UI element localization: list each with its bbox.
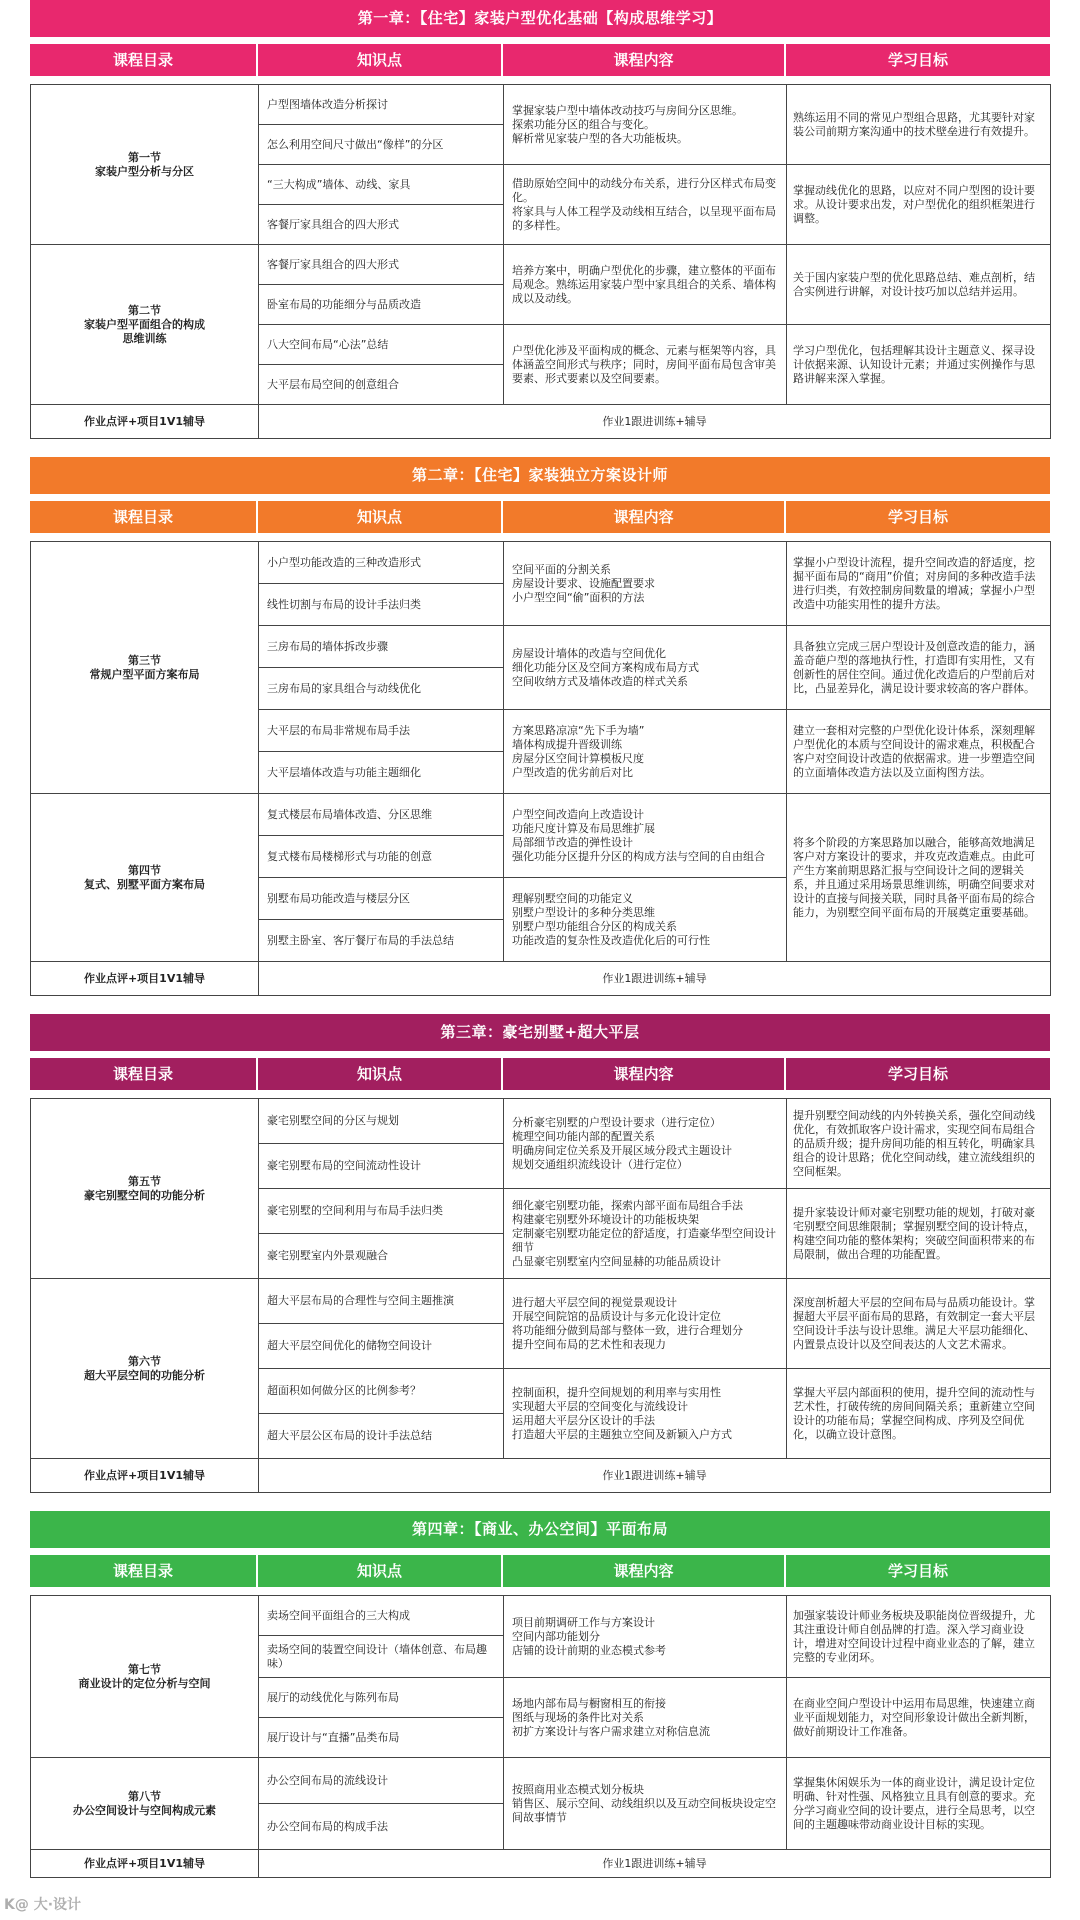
text-line: 解析常见家装户型的各大功能板块。 [512, 131, 688, 145]
knowledge-point: 别墅布局功能改造与楼层分区 [259, 878, 504, 920]
knowledge-point: 豪宅别墅的空间利用与布局手法归类 [259, 1189, 504, 1234]
chapter-title: 第一章：【住宅】家装户型优化基础【构成思维学习】 [30, 0, 1050, 37]
text-line: 户型空间改造向上改造设计 [512, 807, 644, 821]
chapter-table [30, 1595, 1051, 1878]
learning-goal [787, 165, 1051, 245]
learning-goal [787, 325, 1051, 405]
text-line: 在商业空间户型设计中运用布局思维，快速建立商业平面规划能力，对空间形象设计做出全新判断，做好前期设计工作准备。 [793, 1696, 1035, 1738]
text-line: 房屋设计墙体的改造与空间优化 [512, 646, 666, 660]
text-line: 开展空间院馆的品质设计与多元化设计定位 [512, 1309, 721, 1323]
column-header: 学习目标 [786, 501, 1050, 533]
table-row [31, 542, 1051, 584]
text-line: 定制豪宅别墅功能定位的舒适度，打造豪华型空间设计细节 [512, 1226, 776, 1254]
homework-label: 作业点评+项目1V1辅导 [31, 1459, 259, 1493]
learning-goal [787, 1279, 1051, 1369]
learning-goal [787, 245, 1051, 325]
learning-goal [787, 794, 1051, 962]
homework-label: 作业点评+项目1V1辅导 [31, 962, 259, 996]
learning-goal [787, 1596, 1051, 1678]
text-line: 初扩方案设计与客户需求建立对称信息流 [512, 1724, 710, 1738]
text-line: 学习户型优化，包括理解其设计主题意义、探寻设计依据来源、认知设计元素；并通过实例操作与思路讲解来深入掌握。 [793, 343, 1035, 385]
text-line: 探索功能分区的组合与变化。 [512, 117, 655, 131]
text-line: 将功能细分做到局部与整体一致，进行合理划分 [512, 1323, 743, 1337]
text-line: 将家具与人体工程学及动线相互结合，以呈现平面布局的多样性。 [512, 204, 776, 232]
learning-goal [787, 1189, 1051, 1279]
chapter-title: 第二章：【住宅】家装独立方案设计师 [30, 457, 1050, 494]
text-line: 第二节 [128, 303, 161, 317]
text-line: 项目前期调研工作与方案设计 [512, 1615, 655, 1629]
section-title [31, 794, 259, 962]
text-line: 别墅户型功能组合分区的构成关系 [512, 919, 677, 933]
column-header: 课程内容 [503, 501, 786, 533]
section-title [31, 542, 259, 794]
text-line: 理解别墅空间的功能定义 [512, 891, 633, 905]
knowledge-point: 别墅主卧室、客厅餐厅布局的手法总结 [259, 920, 504, 962]
text-line: 培养方案中，明确户型优化的步骤，建立整体的平面布局观念。熟练运用家装户型中家具组合的关系、墙体构成以及动线。 [512, 263, 776, 305]
knowledge-point: 展厅设计与“直播”品类布局 [259, 1718, 504, 1758]
column-header: 课程内容 [503, 1555, 786, 1587]
text-line: 别墅户型设计的多种分类思维 [512, 905, 655, 919]
text-line: 掌握集休闲娱乐为一体的商业设计，满足设计定位明确、针对性强、风格独立且具有创意的要求。充分学习商业空间的设计要点，进行全局思考，以空间的主题趣味带动商业设计目标的实现。 [793, 1775, 1035, 1831]
column-header-row [30, 1058, 1050, 1090]
text-line: 第五节 [128, 1174, 161, 1188]
text-line: 第一节 [128, 150, 161, 164]
text-line: 墙体构成提升晋级训练 [512, 737, 622, 751]
chapter-3 [30, 1014, 1050, 1493]
learning-goal [787, 85, 1051, 165]
text-line: 销售区、展示空间、动线组织以及互动空间板块设定空间故事情节 [512, 1796, 776, 1824]
column-header: 学习目标 [786, 1058, 1050, 1090]
homework-row [31, 405, 1051, 439]
knowledge-point: 三房布局的家具组合与动线优化 [259, 668, 504, 710]
chapter-table [30, 84, 1051, 439]
chapter-4 [30, 1511, 1050, 1878]
text-line: 户型改造的优劣前后对比 [512, 765, 633, 779]
text-line: 场地内部布局与橱窗相互的衔接 [512, 1696, 666, 1710]
text-line: 房屋分区空间计算模板尺度 [512, 751, 644, 765]
knowledge-point: 卧室布局的功能细分与品质改造 [259, 285, 504, 325]
course-content [504, 1678, 787, 1758]
text-line: 控制面积，提升空间规划的利用率与实用性 [512, 1385, 721, 1399]
chapter-title: 第三章：豪宅别墅+超大平层 [30, 1014, 1050, 1051]
text-line: 思维训练 [122, 331, 167, 345]
column-header: 知识点 [258, 1058, 503, 1090]
course-content [504, 710, 787, 794]
text-line: 空间内部功能划分 [512, 1629, 600, 1643]
knowledge-point: 户型图墙体改造分析探讨 [259, 85, 504, 125]
column-header: 课程目录 [30, 1555, 258, 1587]
knowledge-point: 超大平层布局的合理性与空间主题推演 [259, 1279, 504, 1324]
knowledge-point: 线性切割与布局的设计手法归类 [259, 584, 504, 626]
course-content [504, 1369, 787, 1459]
text-line: 规划交通组织流线设计（进行定位） [512, 1157, 688, 1171]
text-line: 按照商用业态模式划分板块 [512, 1782, 644, 1796]
homework-detail: 作业1跟进训练+辅导 [259, 962, 1051, 996]
table-row [31, 1596, 1051, 1636]
column-header-row [30, 501, 1050, 533]
text-line: 强化功能分区提升分区的构成方法与空间的自由组合 [512, 849, 765, 863]
text-line: 豪宅别墅空间的功能分析 [84, 1188, 205, 1202]
course-content [504, 794, 787, 878]
text-line: 办公空间设计与空间构成元素 [73, 1803, 216, 1817]
learning-goal [787, 1678, 1051, 1758]
section-title [31, 1279, 259, 1459]
knowledge-point: 卖场空间的装置空间设计（墙体创意、布局趣味） [259, 1636, 504, 1678]
text-line: 凸显豪宅别墅室内空间显赫的功能品质设计 [512, 1254, 721, 1268]
homework-row [31, 962, 1051, 996]
knowledge-point: 复式楼布局楼梯形式与功能的创意 [259, 836, 504, 878]
learning-goal [787, 1758, 1051, 1850]
homework-row [31, 1850, 1051, 1878]
text-line: 运用超大平层分区设计的手法 [512, 1413, 655, 1427]
homework-detail: 作业1跟进训练+辅导 [259, 405, 1051, 439]
text-line: 分析豪宅别墅的户型设计要求（进行定位） [512, 1115, 721, 1129]
knowledge-point: 豪宅别墅室内外景观融合 [259, 1234, 504, 1279]
text-line: 店铺的设计前期的业态模式参考 [512, 1643, 666, 1657]
column-header: 课程内容 [503, 44, 786, 76]
homework-detail: 作业1跟进训练+辅导 [259, 1459, 1051, 1493]
text-line: 户型优化涉及平面构成的概念、元素与框架等内容，具体涵盖空间形式与秩序；同时，房间平面布局包含审美要素、形式要素以及空间要素。 [512, 343, 776, 385]
course-content [504, 245, 787, 325]
text-line: 将多个阶段的方案思路加以融合，能够高效地满足客户对方案设计的要求，并攻克改造难点。由此可产生方案前期思路汇报与空间设计之间的逻辑关系，并且通过采用场景思维训练，明确空间要求对设计的直接与间接关联，同时具备平面布局的综合能力，为别墅空间平面布局的开展奠定重要基础。 [793, 835, 1035, 919]
knowledge-point: 复式楼层布局墙体改造、分区思维 [259, 794, 504, 836]
text-line: 提升别墅空间动线的内外转换关系，强化空间动线优化，有效抓取客户设计需求，实现空间布局组合的品质升级；提升房间功能的相互转化，明确家具组合的设计思路；优化空间动线，建立流线组织的空间框架。 [793, 1108, 1035, 1178]
course-content [504, 878, 787, 962]
column-header: 课程目录 [30, 1058, 258, 1090]
learning-goal [787, 1369, 1051, 1459]
text-line: 家装户型分析与分区 [95, 164, 194, 178]
knowledge-point: 客餐厅家具组合的四大形式 [259, 205, 504, 245]
knowledge-point: 怎么利用空间尺寸做出“像样”的分区 [259, 125, 504, 165]
table-row [31, 85, 1051, 125]
course-content [504, 1279, 787, 1369]
text-line: 功能尺度计算及布局思维扩展 [512, 821, 655, 835]
homework-detail: 作业1跟进训练+辅导 [259, 1850, 1051, 1878]
knowledge-point: 豪宅别墅空间的分区与规划 [259, 1099, 504, 1144]
text-line: 提升家装设计师对豪宅别墅功能的规划，打破对豪宅别墅空间思维限制；掌握别墅空间的设计特点，构建空间功能的整体架构；突破空间面积带来的布局限制，做出合理的功能配置。 [793, 1205, 1035, 1261]
homework-label: 作业点评+项目1V1辅导 [31, 405, 259, 439]
column-header-row [30, 1555, 1050, 1587]
column-header: 课程内容 [503, 1058, 786, 1090]
text-line: 常规户型平面方案布局 [89, 667, 200, 681]
homework-label: 作业点评+项目1V1辅导 [31, 1850, 259, 1878]
column-header: 知识点 [258, 501, 503, 533]
text-line: 掌握小户型设计流程，提升空间改造的舒适度，挖掘平面布局的“商用”价值；对房间的多种改造手法进行归类，有效控制房间数量的增减；掌握小户型改造中功能实用性的提升方法。 [793, 555, 1036, 611]
text-line: 空间平面的分割关系 [512, 562, 611, 576]
text-line: 功能改造的复杂性及改造优化后的可行性 [512, 933, 710, 947]
text-line: 第六节 [128, 1354, 161, 1368]
text-line: 复式、别墅平面方案布局 [84, 877, 205, 891]
learning-goal [787, 542, 1051, 626]
learning-goal [787, 626, 1051, 710]
column-header: 学习目标 [786, 44, 1050, 76]
knowledge-point: 大平层墙体改造与功能主题细化 [259, 752, 504, 794]
section-title [31, 1596, 259, 1758]
column-header-row [30, 44, 1050, 76]
text-line: 借助原始空间中的动线分布关系，进行分区样式布局变化。 [512, 176, 776, 204]
knowledge-point: 大平层布局空间的创意组合 [259, 365, 504, 405]
table-row [31, 794, 1051, 836]
text-line: 建立一套相对完整的户型优化设计体系，深刻理解户型优化的本质与空间设计的需求难点，积极配合客户对空间设计改造的依据需求。进一步塑造空间的立面墙体改造方法以及立面构图方法。 [793, 723, 1035, 779]
knowledge-point: 超大平层空间优化的储物空间设计 [259, 1324, 504, 1369]
text-line: 实现超大平层的空间变化与流线设计 [512, 1399, 688, 1413]
course-content [504, 542, 787, 626]
text-line: 第四节 [128, 863, 161, 877]
knowledge-point: “三大构成”墙体、动线、家具 [259, 165, 504, 205]
chapter-2 [30, 457, 1050, 996]
text-line: 空间收纳方式及墙体改造的样式关系 [512, 674, 688, 688]
knowledge-point: 办公空间布局的流线设计 [259, 1758, 504, 1804]
text-line: 局部细节改造的弹性设计 [512, 835, 633, 849]
section-title [31, 1758, 259, 1850]
table-row [31, 245, 1051, 285]
chapter-table [30, 541, 1051, 996]
course-content [504, 85, 787, 165]
course-content [504, 165, 787, 245]
course-content [504, 626, 787, 710]
text-line: 小户型空间“偷”面积的方法 [512, 590, 645, 604]
text-line: 方案思路凉凉“先下手为墙” [512, 723, 645, 737]
course-content [504, 1596, 787, 1678]
text-line: 熟练运用不同的常见户型组合思路，尤其要针对家装公司前期方案沟通中的技术壁垒进行有效提升。 [793, 110, 1035, 138]
text-line: 掌握家装户型中墙体改动技巧与房间分区思维。 [512, 103, 743, 117]
chapter-1 [30, 0, 1050, 439]
column-header: 知识点 [258, 1555, 503, 1587]
learning-goal [787, 710, 1051, 794]
section-title [31, 245, 259, 405]
knowledge-point: 办公空间布局的构成手法 [259, 1804, 504, 1850]
watermark-logo: K@ 大·设计 [4, 1897, 82, 1913]
chapter-title: 第四章：【商业、办公空间】平面布局 [30, 1511, 1050, 1548]
column-header: 学习目标 [786, 1555, 1050, 1587]
section-title [31, 85, 259, 245]
text-line: 房屋设计要求、设施配置要求 [512, 576, 655, 590]
column-header: 课程目录 [30, 44, 258, 76]
knowledge-point: 三房布局的墙体拆改步骤 [259, 626, 504, 668]
text-line: 图纸与现场的条件比对关系 [512, 1710, 644, 1724]
knowledge-point: 卖场空间平面组合的三大构成 [259, 1596, 504, 1636]
knowledge-point: 豪宅别墅布局的空间流动性设计 [259, 1144, 504, 1189]
course-content [504, 1189, 787, 1279]
text-line: 打造超大平层的主题独立空间及新颖入户方式 [512, 1427, 732, 1441]
column-header: 课程目录 [30, 501, 258, 533]
knowledge-point: 超大平层公区布局的设计手法总结 [259, 1414, 504, 1459]
course-content [504, 1099, 787, 1189]
text-line: 加强家装设计师业务板块及职能岗位晋级提升，尤其注重设计师自创品牌的打造。深入学习商业设计，增进对空间设计过程中商业业态的了解，建立完整的专业闭环。 [793, 1608, 1035, 1664]
knowledge-point: 八大空间布局“心法”总结 [259, 325, 504, 365]
text-line: 梳理空间功能内部的配置关系 [512, 1129, 655, 1143]
learning-goal [787, 1099, 1051, 1189]
knowledge-point: 超面积如何做分区的比例参考？ [259, 1369, 504, 1414]
text-line: 第七节 [128, 1662, 161, 1676]
text-line: 第八节 [128, 1789, 161, 1803]
course-content [504, 325, 787, 405]
text-line: 提升空间布局的艺术性和表现力 [512, 1337, 666, 1351]
text-line: 细化功能分区及空间方案构成布局方式 [512, 660, 699, 674]
course-catalog [30, 0, 1050, 1896]
text-line: 进行超大平层空间的视觉景观设计 [512, 1295, 677, 1309]
table-row [31, 1099, 1051, 1144]
table-row [31, 1758, 1051, 1804]
knowledge-point: 展厅的动线优化与陈列布局 [259, 1678, 504, 1718]
homework-row [31, 1459, 1051, 1493]
chapter-table [30, 1098, 1051, 1493]
text-line: 关于国内家装户型的优化思路总结、难点剖析，结合实例进行讲解，对设计技巧加以总结并运用。 [793, 270, 1035, 298]
text-line: 商业设计的定位分析与空间 [78, 1676, 211, 1690]
knowledge-point: 大平层的布局非常规布局手法 [259, 710, 504, 752]
section-title [31, 1099, 259, 1279]
text-line: 深度剖析超大平层的空间布局与品质功能设计。掌握超大平层平面布局的思路，有效制定一套大平层空间设计手法与设计思维。满足大平层功能细化、内置景点设计以及空间表达的人文艺术需求。 [793, 1295, 1035, 1351]
text-line: 构建豪宅别墅外环境设计的功能板块架 [512, 1212, 699, 1226]
table-row [31, 1279, 1051, 1324]
knowledge-point: 小户型功能改造的三种改造形式 [259, 542, 504, 584]
text-line: 细化豪宅别墅功能，探索内部平面布局组合手法 [512, 1198, 743, 1212]
column-header: 知识点 [258, 44, 503, 76]
text-line: 家装户型平面组合的构成 [84, 317, 205, 331]
text-line: 具备独立完成三居户型设计及创意改造的能力，涵盖奇葩户型的落地执行性，打造即有实用性，又有创新性的居住空间。通过优化改造后的户型前后对比，凸显差异化，满足设计要求较高的客户群体。 [793, 639, 1035, 695]
text-line: 超大平层空间的功能分析 [84, 1368, 205, 1382]
text-line: 掌握大平层内部面积的使用，提升空间的流动性与艺术性，打破传统的房间间隔关系；重新建立空间设计的功能布局；掌握空间构成、序列及空间优化，以确立设计意图。 [793, 1385, 1035, 1441]
course-content [504, 1758, 787, 1850]
text-line: 明确房间定位关系及开展区域分段式主题设计 [512, 1143, 732, 1157]
text-line: 第三节 [128, 653, 161, 667]
text-line: 掌握动线优化的思路，以应对不同户型图的设计要求。从设计要求出发，对户型优化的组织框架进行调整。 [793, 183, 1035, 225]
knowledge-point: 客餐厅家具组合的四大形式 [259, 245, 504, 285]
